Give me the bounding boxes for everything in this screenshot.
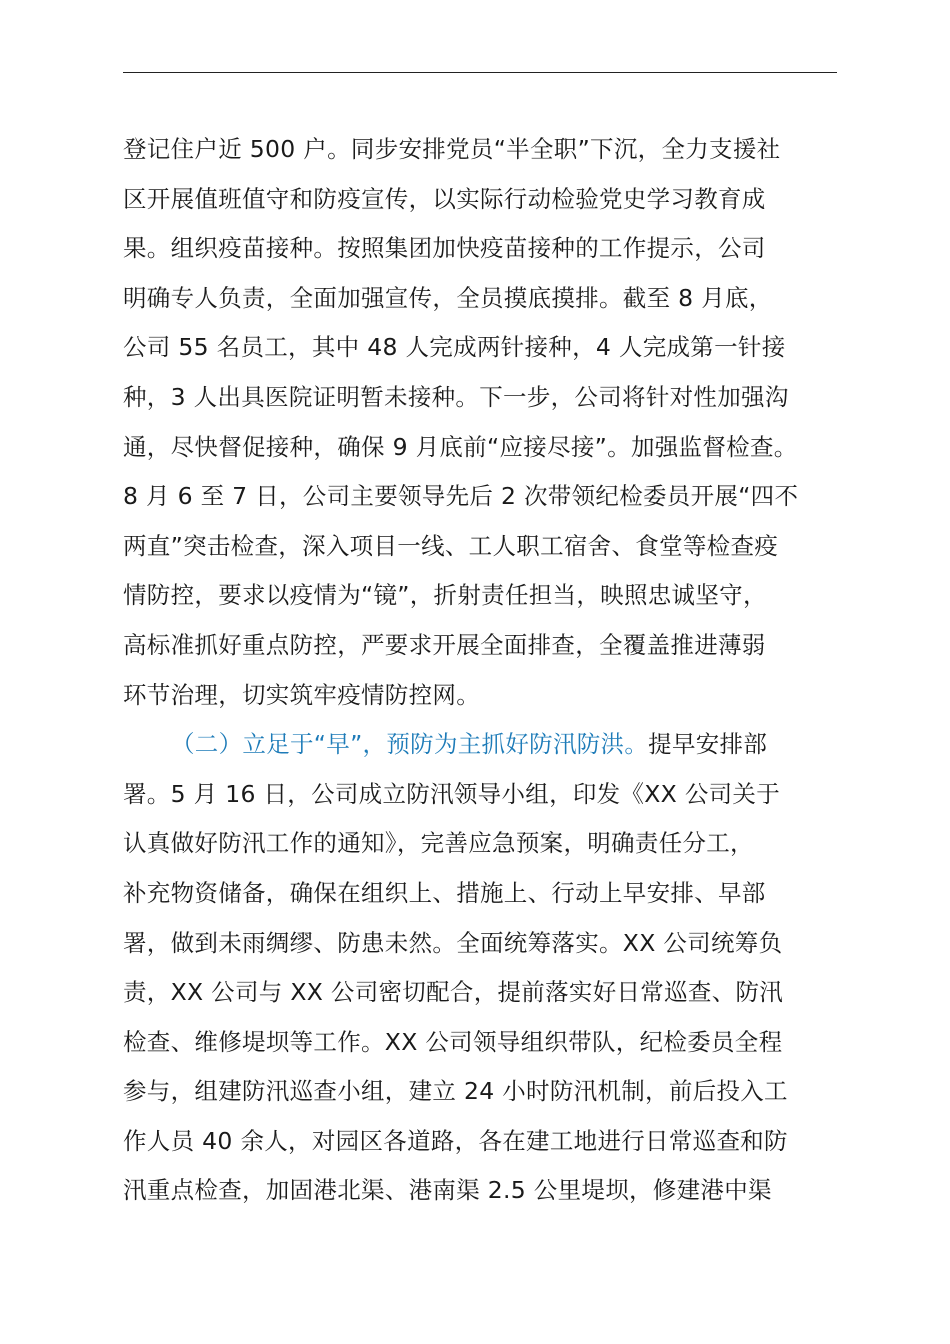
section-heading-tail: 提早安排部: [648, 730, 768, 759]
paragraph-line: 8 月 6 至 7 日，公司主要领导先后 2 次带领纪检委员开展“四不: [123, 482, 799, 511]
paragraph-line: 署。5 月 16 日，公司成立防汛领导小组，印发《XX 公司关于: [123, 779, 781, 808]
paragraph-line: 署，做到未雨绸缪、防患未然。全面统筹落实。XX 公司统筹负: [123, 928, 783, 957]
paragraph-line: 两直”突击检查，深入项目一线、工人职工宿舍、食堂等检查疫: [123, 531, 779, 560]
paragraph-line: 环节治理，切实筑牢疫情防控网。: [123, 680, 480, 709]
paragraph-line: 明确专人负责，全面加强宣传，全员摸底摸排。截至 8 月底，: [123, 283, 773, 312]
section-heading: （二）立足于“早”，预防为主抓好防汛防洪。: [171, 730, 649, 759]
paragraph-line: 参与，组建防汛巡查小组，建立 24 小时防汛机制，前后投入工: [123, 1077, 788, 1106]
paragraph-line: 认真做好防汛工作的通知》，完善应急预案，明确责任分工，: [123, 829, 754, 858]
paragraph-line: 果。组织疫苗接种。按照集团加快疫苗接种的工作提示，公司: [123, 234, 766, 263]
document-body: [123, 125, 843, 1216]
paragraph-line: 作人员 40 余人，对园区各道路，各在建工地进行日常巡查和防: [123, 1126, 788, 1155]
paragraph-line: 登记住户近 500 户。同步安排党员“半全职”下沉，全力支援社: [123, 135, 781, 163]
paragraph-line: 高标准抓好重点防控，严要求开展全面排查，全覆盖推进薄弱: [123, 630, 766, 659]
paragraph-line: 公司 55 名员工，其中 48 人完成两针接种，4 人完成第一针接: [123, 333, 786, 362]
header-rule: [123, 72, 837, 73]
paragraph-line: 补充物资储备，确保在组织上、措施上、行动上早安排、早部: [123, 878, 766, 907]
paragraph-line: 检查、维修堤坝等工作。XX 公司领导组织带队，纪检委员全程: [123, 1027, 783, 1056]
paragraph-line: 种，3 人出具医院证明暂未接种。下一步，公司将针对性加强沟: [123, 382, 789, 411]
paragraph-line: 情防控，要求以疫情为“镜”，折射责任担当，映照忠诚坚守，: [123, 581, 767, 610]
paragraph-line: 区开展值班值守和防疫宣传，以实际行动检验党史学习教育成: [123, 184, 766, 213]
paragraph-line: 汛重点检查，加固港北渠、港南渠 2.5 公里堤坝，修建港中渠: [123, 1176, 772, 1205]
paragraph-line: 通，尽快督促接种，确保 9 月底前“应接尽接”。加强监督检查。: [123, 432, 798, 461]
paragraph-line: 责，XX 公司与 XX 公司密切配合，提前落实好日常巡查、防汛: [123, 978, 784, 1007]
section-first-line: [123, 720, 843, 770]
